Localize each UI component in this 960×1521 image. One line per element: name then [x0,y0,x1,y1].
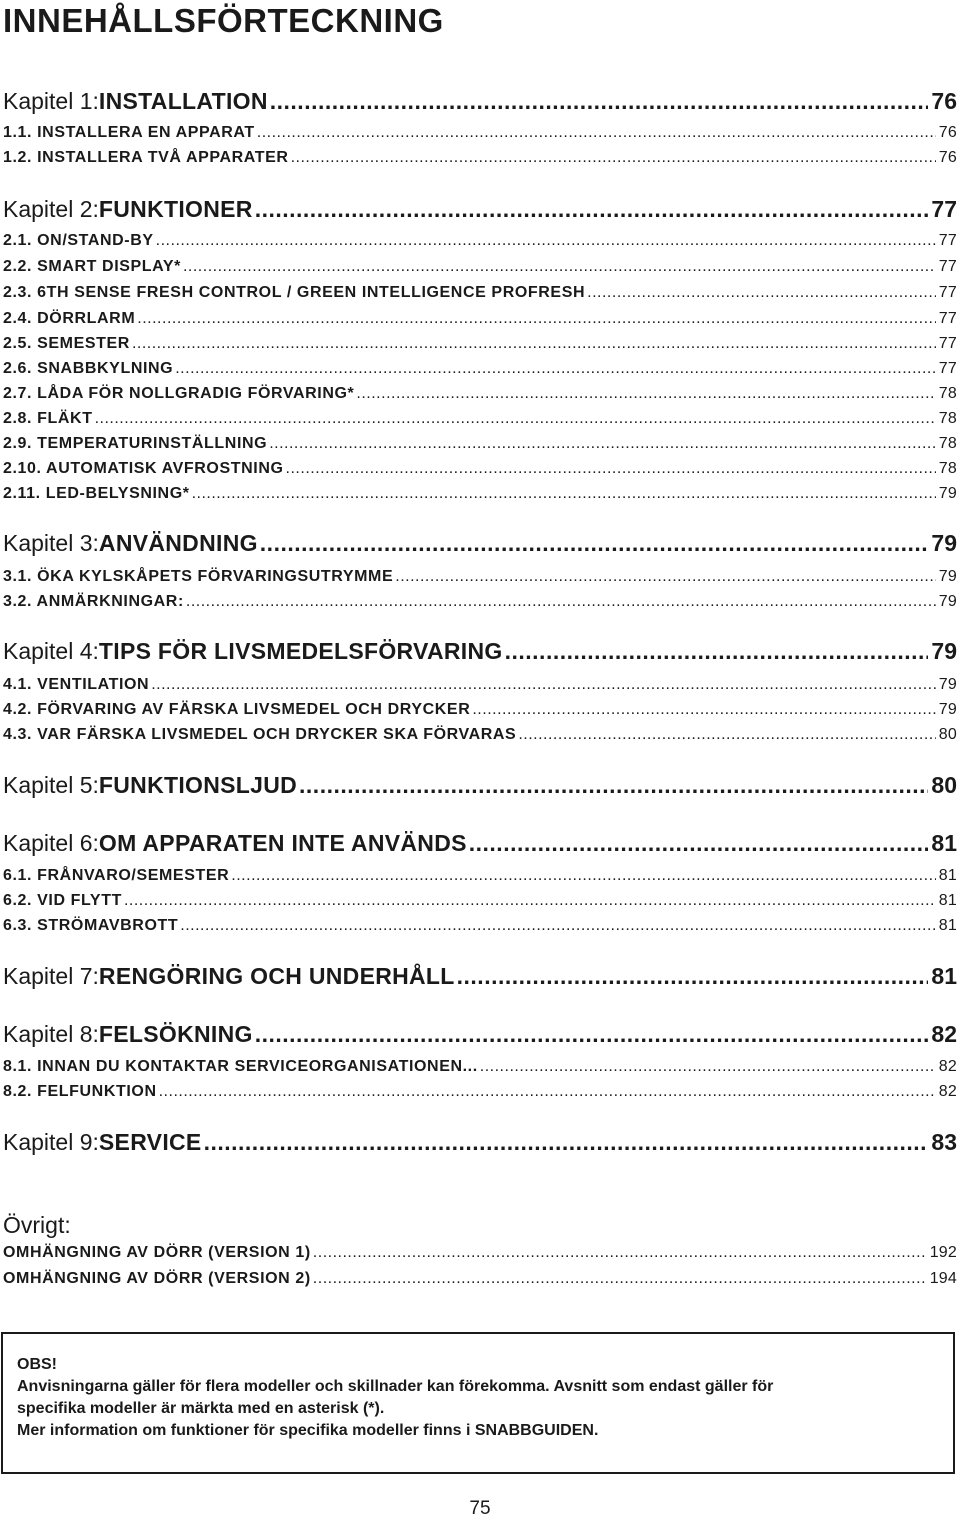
toc-chapter-6[interactable] [3,830,957,860]
section-title: 2.1. ON/STAND-BY [3,232,154,249]
section-title: 2.6. SNABBKYLNING [3,360,174,377]
section-page: 192 [929,1244,957,1261]
section-page: 77 [938,310,957,327]
toc-section-6-2[interactable] [3,892,957,914]
section-title: 4.2. FÖRVARING AV FÄRSKA LIVSMEDEL OCH DRYCKER [3,701,471,718]
leader-dots [231,867,936,885]
section-page: 80 [938,726,957,743]
leader-dots [313,1270,927,1288]
toc-section-2-9[interactable] [3,435,957,457]
toc-section-6-3[interactable] [3,917,957,939]
chapter-prefix: Kapitel 7: [3,963,99,989]
toc-chapter-1[interactable] [3,88,957,118]
chapter-page: 79 [931,638,957,664]
leader-dots [255,1021,929,1048]
leader-dots [270,88,929,115]
toc-misc-door-v1[interactable] [3,1244,957,1266]
toc-section-2-7[interactable] [3,385,957,407]
toc-section-4-1[interactable] [3,676,957,698]
leader-dots [159,1083,936,1101]
leader-dots [587,284,936,302]
misc-heading: Övrigt: [3,1212,71,1238]
section-title: 3.2. ANMÄRKNINGAR: [3,593,184,610]
section-title: 4.3. VAR FÄRSKA LIVSMEDEL OCH DRYCKER SKA FÖRVARAS [3,726,517,743]
toc-chapter-8[interactable] [3,1021,957,1051]
note-line-2: specifika modeller är märkta med en asterisk (*). [17,1400,385,1417]
section-title: OMHÄNGNING AV DÖRR (VERSION 1) [3,1244,311,1261]
chapter-title: FUNKTIONER [98,196,253,222]
leader-dots [291,149,936,167]
leader-dots [204,1129,929,1156]
toc-section-2-10[interactable] [3,460,957,482]
note-box [1,1332,955,1474]
section-title: 8.1. INNAN DU KONTAKTAR SERVICEORGANISATIONEN... [3,1058,478,1075]
chapter-title: TIPS FÖR LIVSMEDELSFÖRVARING [98,638,503,664]
chapter-prefix: Kapitel 8: [3,1021,99,1047]
section-page: 81 [938,917,957,934]
toc-chapter-4[interactable] [3,638,957,668]
leader-dots [132,335,936,353]
leader-dots [156,232,936,250]
toc-section-4-2[interactable] [3,701,957,723]
chapter-page: 83 [931,1129,957,1155]
note-label: OBS! [17,1356,57,1373]
leader-dots [518,726,935,744]
leader-dots [299,772,928,799]
section-page: 82 [938,1083,957,1100]
section-title: 4.1. VENTILATION [3,676,150,693]
section-page: 78 [938,460,957,477]
section-title: OMHÄNGNING AV DÖRR (VERSION 2) [3,1270,311,1287]
chapter-prefix: Kapitel 6: [3,830,99,856]
toc-section-2-4[interactable] [3,310,957,332]
note-line-3: Mer information om funktioner för specifika modeller finns i SNABBGUIDEN. [17,1422,599,1439]
document-title: INNEHÅLLSFÖRTECKNING [3,2,444,39]
section-title: 8.2. FELFUNKTION [3,1083,157,1100]
section-title: 2.7. LÅDA FÖR NOLLGRADIG FÖRVARING* [3,385,355,402]
page-number: 75 [469,1498,491,1519]
section-title: 2.11. LED-BELYSNING* [3,485,190,502]
leader-dots [257,124,936,142]
chapter-prefix: Kapitel 2: [3,196,99,222]
leader-dots [186,593,936,611]
leader-dots [180,917,936,935]
toc-section-2-1[interactable] [3,232,957,254]
section-title: 6.2. VID FLYTT [3,892,122,909]
note-line-1: Anvisningarna gäller för flera modeller och skillnader kan förekomma. Avsnitt som endast gäller för [17,1378,774,1395]
section-title: 2.4. DÖRRLARM [3,310,136,327]
section-page: 78 [938,410,957,427]
section-title: 6.1. FRÅNVARO/SEMESTER [3,867,230,884]
chapter-title: FELSÖKNING [98,1021,253,1047]
chapter-prefix: Kapitel 9: [3,1129,99,1155]
section-page: 81 [938,892,957,909]
chapter-page: 79 [931,530,957,556]
leader-dots [95,410,936,428]
chapter-prefix: Kapitel 3: [3,530,99,556]
toc-chapter-9[interactable] [3,1129,957,1159]
section-page: 77 [938,258,957,275]
chapter-title: OM APPARATEN INTE ANVÄNDS [98,830,467,856]
chapter-prefix: Kapitel 1: [3,88,99,114]
section-page: 78 [938,435,957,452]
chapter-title: INSTALLATION [98,88,268,114]
section-page: 77 [938,360,957,377]
section-title: 2.9. TEMPERATURINSTÄLLNING [3,435,268,452]
section-page: 82 [938,1058,957,1075]
section-page: 79 [938,485,957,502]
chapter-title: RENGÖRING OCH UNDERHÅLL [98,963,455,989]
toc-section-2-3[interactable] [3,284,957,306]
section-page: 81 [938,867,957,884]
leader-dots [192,485,936,503]
chapter-page: 76 [931,88,957,114]
toc-section-1-1[interactable] [3,124,957,146]
leader-dots [313,1244,927,1262]
toc-section-3-2[interactable] [3,593,957,615]
chapter-title: SERVICE [98,1129,202,1155]
leader-dots [260,530,929,557]
section-page: 76 [938,149,957,166]
chapter-page: 77 [931,196,957,222]
leader-dots [175,360,936,378]
section-page: 76 [938,124,957,141]
leader-dots [269,435,936,453]
section-title: 2.2. SMART DISPLAY* [3,258,181,275]
section-page: 79 [938,701,957,718]
chapter-page: 81 [931,963,957,989]
section-title: 2.8. FLÄKT [3,410,93,427]
toc-section-2-5[interactable] [3,335,957,357]
chapter-page: 81 [931,830,957,856]
section-title: 1.2. INSTALLERA TVÅ APPARATER [3,149,289,166]
section-page: 77 [938,284,957,301]
chapter-page: 80 [931,772,957,798]
toc-section-8-2[interactable] [3,1083,957,1105]
section-title: 3.1. ÖKA KYLSKÅPETS FÖRVARINGSUTRYMME [3,568,394,585]
leader-dots [480,1058,936,1076]
leader-dots [472,701,935,719]
toc-section-6-1[interactable] [3,867,957,889]
chapter-prefix: Kapitel 4: [3,638,99,664]
chapter-title: FUNKTIONSLJUD [98,772,298,798]
toc-section-4-3[interactable] [3,726,957,748]
leader-dots [151,676,936,694]
toc-section-2-8[interactable] [3,410,957,432]
chapter-title: ANVÄNDNING [98,530,258,556]
note-content [17,1354,947,1442]
leader-dots [183,258,936,276]
section-page: 79 [938,568,957,585]
section-page: 78 [938,385,957,402]
leader-dots [255,196,929,223]
toc-chapter-7[interactable] [3,963,957,993]
chapter-page: 82 [931,1021,957,1047]
leader-dots [286,460,936,478]
chapter-prefix: Kapitel 5: [3,772,99,798]
toc-section-1-2[interactable] [3,149,957,171]
section-page: 79 [938,676,957,693]
toc-section-8-1[interactable] [3,1058,957,1080]
section-title: 2.5. SEMESTER [3,335,130,352]
toc-section-2-11[interactable] [3,485,957,507]
leader-dots [505,638,929,665]
section-page: 77 [938,232,957,249]
toc-section-3-1[interactable] [3,568,957,590]
toc-chapter-5[interactable] [3,772,957,802]
leader-dots [124,892,936,910]
toc-section-2-6[interactable] [3,360,957,382]
toc-chapter-2[interactable] [3,196,957,226]
section-title: 2.10. AUTOMATISK AVFROSTNING [3,460,284,477]
section-title: 6.3. STRÖMAVBROTT [3,917,179,934]
leader-dots [395,568,936,586]
leader-dots [469,830,929,857]
leader-dots [356,385,935,403]
toc-misc-door-v2[interactable] [3,1270,957,1292]
toc-chapter-3[interactable] [3,530,957,560]
leader-dots [457,963,929,990]
section-page: 194 [929,1270,957,1287]
section-page: 77 [938,335,957,352]
section-page: 79 [938,593,957,610]
leader-dots [137,310,936,328]
section-title: 2.3. 6TH SENSE FRESH CONTROL / GREEN INTELLIGENCE PROFRESH [3,284,586,301]
toc-section-2-2[interactable] [3,258,957,280]
section-title: 1.1. INSTALLERA EN APPARAT [3,124,255,141]
